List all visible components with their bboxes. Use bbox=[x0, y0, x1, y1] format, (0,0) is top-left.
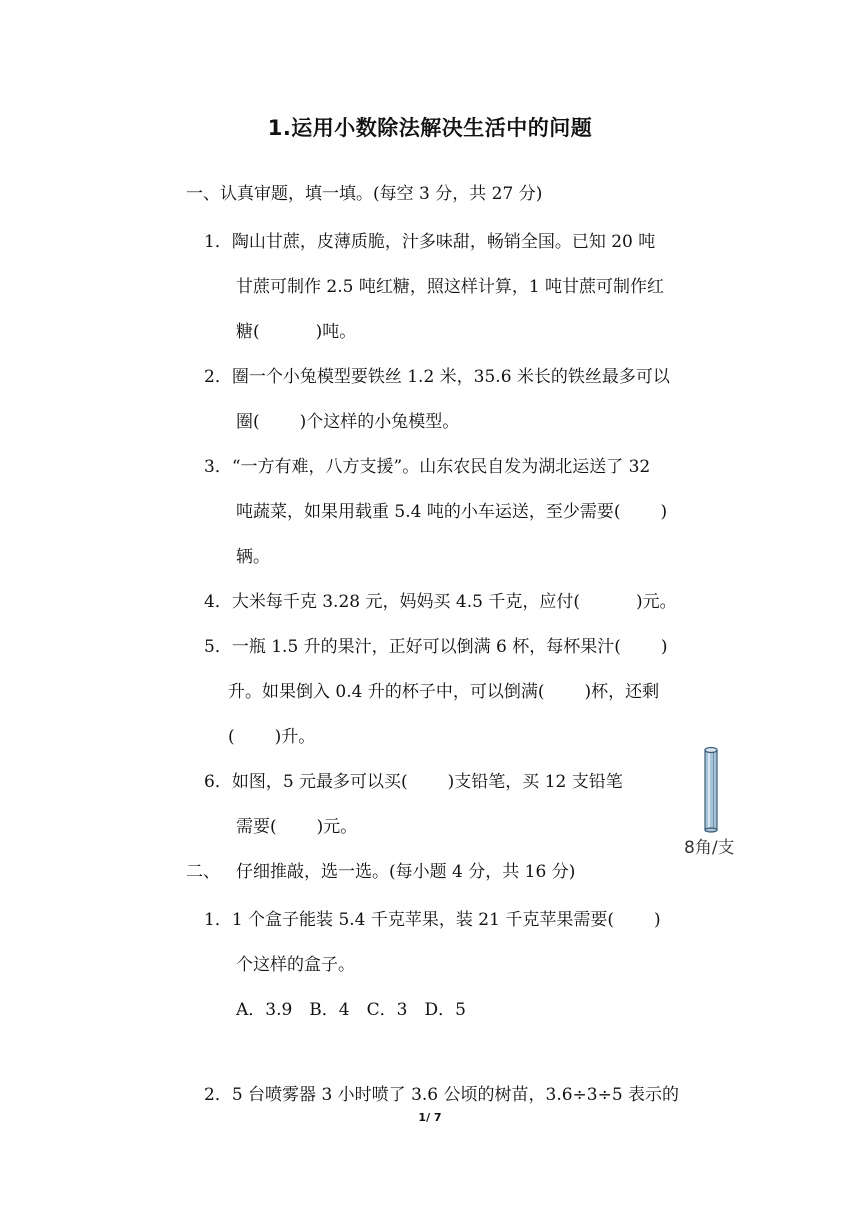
pencil-icon bbox=[700, 744, 728, 834]
question-1-line-3 bbox=[236, 320, 356, 344]
mc-question-1-options: A．3.9 B．4 C．3 D．5 bbox=[236, 1000, 466, 1020]
question-3-line-2 bbox=[236, 500, 667, 524]
question-2-line-2 bbox=[236, 410, 459, 434]
text-segment: 6．如图，5 元最多可以买( bbox=[204, 772, 408, 792]
text-segment: )支铅笔，买 12 支铅笔 bbox=[447, 772, 623, 792]
text-segment: 1．1 个盒子能装 5.4 千克苹果，装 21 千克苹果需要( bbox=[204, 910, 614, 930]
pencil-price-caption: 8角/支 bbox=[684, 838, 735, 858]
text-segment: )杯，还剩 bbox=[584, 682, 660, 702]
text-segment: 需要( bbox=[236, 817, 277, 837]
mc-question-2-line-1: 2．5 台喷雾器 3 小时喷了 3.6 公顷的树苗，3.6÷3÷5 表示的 bbox=[204, 1085, 680, 1105]
question-3-line-3: 辆。 bbox=[236, 547, 270, 567]
question-1-line-2: 甘蔗可制作 2.5 吨红糖，照这样计算，1 吨甘蔗可制作红 bbox=[236, 277, 665, 297]
text-segment: 5．一瓶 1.5 升的果汁，正好可以倒满 6 杯，每杯果汁( bbox=[204, 637, 621, 657]
text-segment: )个这样的小兔模型。 bbox=[299, 412, 460, 432]
text-segment: 糖( bbox=[236, 322, 260, 342]
mc-question-1-line-2: 个这样的盒子。 bbox=[236, 955, 355, 975]
question-5-line-1 bbox=[204, 635, 668, 659]
text-segment: 升。如果倒入 0.4 升的杯子中，可以倒满( bbox=[228, 682, 545, 702]
page-title: 1.运用小数除法解决生活中的问题 bbox=[267, 116, 593, 140]
section1-heading: 一、认真审题，填一填。(每空 3 分，共 27 分) bbox=[186, 184, 543, 204]
text-segment: ) bbox=[660, 502, 668, 522]
text-segment: 4．大米每千克 3.28 元，妈妈买 4.5 千克，应付( bbox=[204, 592, 580, 612]
question-3-line-1: 3．“一方有难，八方支援”。山东农民自发为湖北运送了 32 bbox=[204, 457, 651, 477]
question-4-line-1 bbox=[204, 590, 677, 614]
text-segment: ) bbox=[660, 637, 668, 657]
text-segment: ( bbox=[228, 727, 235, 747]
text-segment: ) bbox=[653, 910, 661, 930]
question-5-line-3 bbox=[228, 725, 315, 749]
text-segment: )升。 bbox=[274, 727, 316, 747]
question-6-line-1 bbox=[204, 770, 623, 794]
mc-question-1-line-1 bbox=[204, 908, 661, 932]
text-segment: )吨。 bbox=[315, 322, 357, 342]
question-1-line-1: 1．陶山甘蔗，皮薄质脆，汁多味甜，畅销全国。已知 20 吨 bbox=[204, 232, 656, 252]
text-segment: 圈( bbox=[236, 412, 260, 432]
section2-heading-number: 二、 bbox=[186, 862, 220, 882]
text-segment: 吨蔬菜，如果用载重 5.4 吨的小车运送，至少需要( bbox=[236, 502, 621, 522]
question-6-line-2 bbox=[236, 815, 357, 839]
question-5-line-2 bbox=[228, 680, 659, 704]
text-segment: )元。 bbox=[635, 592, 677, 612]
text-segment: )元。 bbox=[316, 817, 358, 837]
page-number: 1/ 7 bbox=[418, 1111, 442, 1124]
pencil-illustration bbox=[700, 744, 728, 834]
section2-heading: 仔细推敲，选一选。(每小题 4 分，共 16 分) bbox=[236, 862, 576, 882]
question-2-line-1: 2．圈一个小兔模型要铁丝 1.2 米，35.6 米长的铁丝最多可以 bbox=[204, 367, 670, 387]
